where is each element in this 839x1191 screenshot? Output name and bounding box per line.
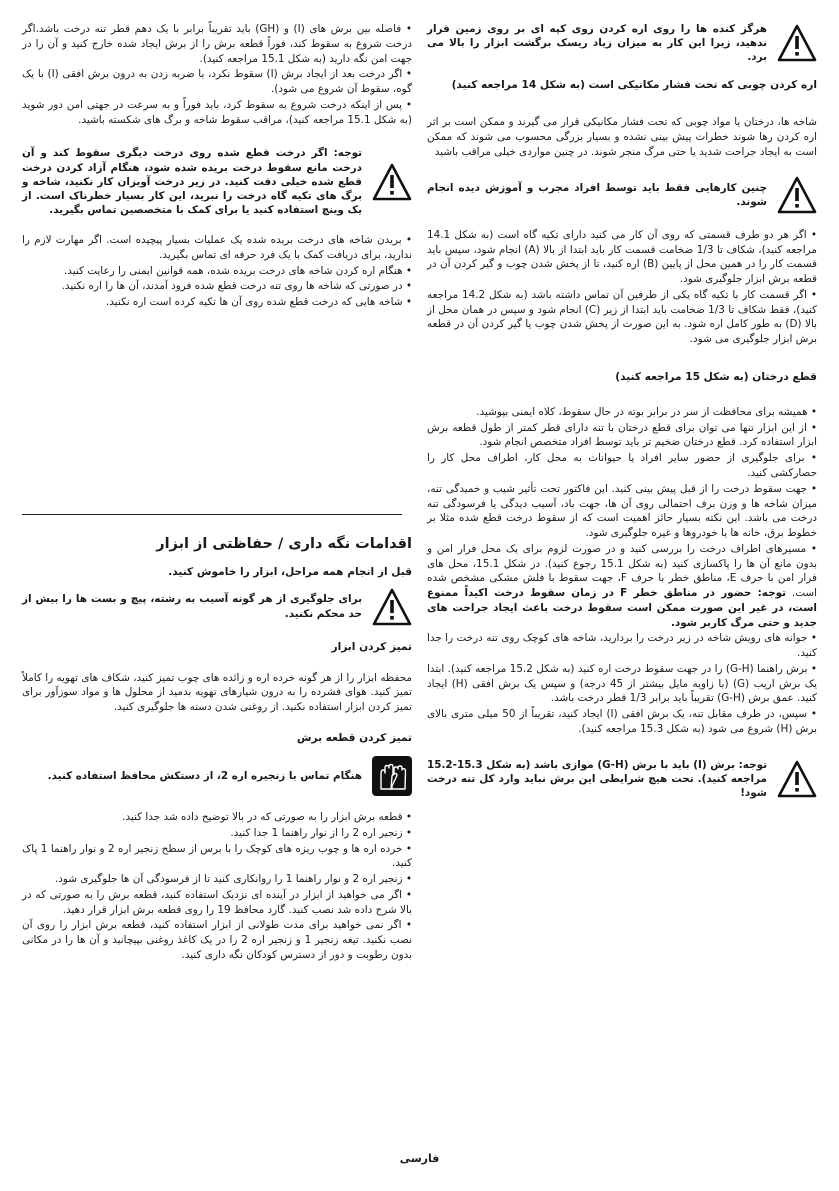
warning-triangle-icon: [777, 24, 817, 62]
notice-gloves: [22, 756, 412, 796]
warning-experienced-only: [427, 176, 817, 214]
list-item: • اگر می خواهید از ابزار در آینده ای نزدیک استفاده کنید، قطعه برش را به صورتی که در بالا شرح داده شد نصب کنید. گارد محافظ 19 را روی قطعه برش ابزار قرار دهید.: [22, 888, 412, 918]
danger-zone-note: توجه: حضور در مناطق خطر F در زمان سقوط درخت اکیداً ممنوع است، در غیر این صورت ممکن است سقوط درخت باعث ایجاد جراحت های جدید و حتی مرگ کاربر شود.: [427, 587, 817, 629]
heading-switch-off: قبل از انجام همه مراحل، ابزار را خاموش کنید.: [168, 565, 412, 578]
list-item: • برش راهنما (G-H) را در جهت سقوط درخت اره کنید (به شکل 15.2 مراجعه کنید). ابتدا یک برش اریب (G) (با زاویه مایل بیشتر از 45 درجه) و سپس یک برش افقی (H) ایجاد کنید. عمق برش (G-H) تقریباً باید برابر 1/3 قطر درخت باشد.: [427, 662, 817, 706]
warning-text: هرگز کنده ها را روی اره کردن روی کپه ای بر روی زمین قرار ندهید، زیرا این کار به میزان زیاد ریسک برگشت ابزار را بالا می برد.: [427, 23, 767, 64]
list-item: • جهت سقوط درخت را از قبل پیش بینی کنید. این فاکتور تحت تأثیر شیب و خمیدگی تنه، میزان شاخه ها و وزن برف احتمالی روی آن ها، جهت باد، آسیب دیدگی یا فرسودگی تنه درخت می باشد. این نکته بسیار حائز اهمیت است که از سقوط درخت قطع شده مثلا بر خطوط برق، خانه ها یا خودروها و غیره جلوگیری شود.: [427, 482, 817, 541]
paragraph-cleaning-tool: محفظه ابزار را از هر گونه خرده اره و زائده های چوب تمیز کنید، شکاف های تهویه را کاملاً تمیز کنید. هوای فشرده را به درون شیارهای تهویه بدمید از محلول ها و مواد سوزآور برای تمیز کردن ابزار استفاده نکنید. از روغنی شدن دسته ها جلوگیری کنید.: [22, 671, 412, 714]
section-divider: [22, 514, 402, 515]
list-item: • هنگام اره کردن شاخه های درخت بریده شده، همه قوانین ایمنی را رعایت کنید.: [22, 264, 412, 279]
list-item: • خرده اره ها و چوب ریزه های کوچک را با برس از سطح زنجیر اره 2 و نوار راهنما 1 پاک کنید.: [22, 842, 412, 872]
list-item: • پس از اینکه درخت شروع به سقوط کرد، باید فوراً و به سرعت در جهتی امن دور شوید (به شکل 15.1 مراجعه کنید)، مراقب سقوط شاخه و برگ های شکسته باشید.: [22, 98, 412, 128]
list-item: • در صورتی که شاخه ها روی تنه درخت قطع شده فرود آمدند، آن ها را اره نکنید.: [22, 279, 412, 294]
left-column: [22, 22, 412, 311]
list-item: • زنجیر اره 2 را از نوار راهنما 1 جدا کنید.: [22, 826, 412, 841]
list-item: • قطعه برش ابزار را به صورتی که در بالا توضیح داده شد جدا کنید.: [22, 810, 412, 825]
warning-text: توجه: برش (I) باید با برش (G-H) موازی باشد (به شکل 15.3-15.2 مراجعه کنید). تحت هیچ شرایطی این برش نباید وارد کل تنه درخت شود!: [427, 758, 767, 800]
heading-felling-trees: قطع درختان (به شکل 15 مراجعه کنید): [615, 370, 817, 383]
list-item: • اگر درخت بعد از ایجاد برش (I) سقوط نکرد، با ضربه زدن به درون برش افقی (I) با یک گوه، سقوط آن شروع می شود).: [22, 67, 412, 97]
list-item: • همیشه برای محافظت از سر در برابر بوته در حال سقوط، کلاه ایمنی بپوشید.: [427, 405, 817, 420]
warning-triangle-icon: [372, 588, 412, 626]
heading-cleaning-tool: تمیز کردن ابزار: [331, 640, 412, 653]
warning-kickback: [427, 22, 817, 64]
page-footer-language: فارسی: [399, 1152, 440, 1165]
list-item: • فاصله بین برش های (I) و (GH) باید تقریباً برابر با یک دهم قطر تنه درخت باشد.اگر درخت شروع به سقوط کند، فوراً قطعه برش را از برش ایجاد شده خارج کنید و آن را در جهت امن نگه دارید (به شکل 15.1 مراجعه کنید).: [22, 22, 412, 66]
warning-cut-parallel: [427, 758, 817, 800]
list-item: • شاخه هایی که درخت قطع شده روی آن ها تکیه کرده است اره نکنید.: [22, 295, 412, 310]
paragraph-wood-under-tension: شاخه ها، درختان یا مواد چوبی که تحت فشار مکانیکی قرار می گیرند و ممکن است بر اثر اره کردن رها شوند خطرات پیش بینی نشده و بسیار بزرگی محسوب می شوند که ممکن است به ایجاد جراحت شدید یا حتی مرگ منجر شوند. در چنین مواردی خیلی مراقب باشید: [427, 116, 817, 158]
warning-text: چنین کارهایی فقط باید توسط افراد مجرب و آموزش دیده انجام شوند.: [427, 181, 767, 208]
escape-route-text: مسیرهای اطراف درخت را بررسی کنید و در صورت لزوم برای یک محل فرار امن و بدون مانع آن ها را پاکسازی کنید (به شکل 15.1 رجوع کنید). در شکل 15.1، محل های فرار امن با حرف E، مناطق خطر با حرف F، جهت سقوط با فلش مشکی مشخص شده است.: [427, 542, 817, 600]
list-item: • جوانه های رویش شاخه در زیر درخت را بردارید، شاخه های کوچک روی تنه درخت را جدا کنید.: [427, 631, 817, 661]
heading-cleaning-bar: تمیز کردن قطعه برش: [296, 731, 412, 744]
warning-text: توجه: اگر درخت قطع شده روی درخت دیگری سقوط کند و آن درخت مانع سقوط درخت بریده شده شود، هنگام آزاد کردن درخت قطع شده خیلی دقت کنید. در زیر درخت آویزان کار نکنید، شاخه و برگ های تکیه گاه درخت را نبرید، این کار بسیار خطرناک است. از یک وینچ استفاده کنید یا برای کمک با متخصصین تماس بگیرید.: [22, 147, 362, 216]
heading-wood-under-tension: اره کردن چوبی که تحت فشار مکانیکی است (به شکل 14 مراجعه کنید): [451, 79, 817, 92]
list-item: • از این ابزار تنها می توان برای قطع درختان با تنه دارای قطر کمتر از طول قطعه برش ابزار استفاده کرد. قطع درختان ضخیم تر باید توسط افراد متخصص انجام شود.: [427, 421, 817, 451]
list-item: • زنجیر اره 2 و نوار راهنما 1 را روانکاری کنید تا از فرسودگی آن ها جلوگیری شود.: [22, 872, 412, 887]
list-item: • بریدن شاخه های درخت بریده شده یک عملیات بسیار پیچیده است. اگر مهارت لازم را ندارید، برای دریافت کمک با یک فرد حرفه ای تماس بگیرید.: [22, 233, 412, 263]
list-item: • اگر هر دو طرف قسمتی که روی آن کار می کنید دارای تکیه گاه است (به شکل 14.1 مراجعه کنید)، شکاف تا 1/3 ضخامت قسمت کار باید ابتدا از بالا (A) انجام شود، سپس باید قسمت کار را در همین محل از پایین (B) اره کنید، تا از پخش شدن چوب و گیر کردن آن در قطعه برش ابزار جلوگیری شود.: [427, 228, 817, 287]
list-item: [427, 542, 817, 631]
warning-triangle-icon: [777, 760, 817, 798]
list-item: • اگر نمی خواهید برای مدت طولانی از ابزار استفاده کنید، قطعه برش ابزار را روی آن نصب نکنید. تیغه زنجیر 1 و زنجیر اره 2 را در یک کاغذ روغنی بپیچانید و آن ها را در مکانی بدون رطوبت و دور از دسترس کودکان نگه داری کنید.: [22, 918, 412, 962]
left-column-maintenance: [22, 534, 412, 964]
warning-triangle-icon: [372, 163, 412, 201]
gloves-icon: [372, 756, 412, 796]
warning-triangle-icon: [777, 176, 817, 214]
list-item: • سپس، در طرف مقابل تنه، یک برش افقی (I) ایجاد کنید، تقریباً از 50 میلی متری بالای برش (H) شروع می شود (به شکل 15.3 مراجعه کنید).: [427, 707, 817, 737]
warning-hung-tree: [22, 146, 412, 217]
heading-maintenance: اقدامات نگه داری / حفاظتی از ابزار: [156, 536, 412, 552]
list-item: • برای جلوگیری از حضور سایر افراد یا حیوانات به محل کار، اطراف محل کار را حصارکشی کنید.: [427, 451, 817, 481]
list-item: • اگر قسمت کار با تکیه گاه یکی از طرفین آن تماس داشته باشد (به شکل 14.2 مراجعه کنید)، فقط شکاف تا 1/3 ضخامت باید ابتدا از زیر (C) انجام شود و سپس در همان محل از بالا (D) به طور کامل اره شود. به این صورت از پخش شدن چوب یا گیر کردن آن در قطعه برش ابزار جلوگیری می شود.: [427, 288, 817, 347]
warning-overtighten: [22, 588, 412, 626]
warning-text: برای جلوگیری از هر گونه آسیب به رشته، پیچ و بست ها را بیش از حد محکم نکنید.: [22, 593, 362, 620]
gloves-text: هنگام تماس با زنجیره اره 2، از دستکش محافظ استفاده کنید.: [47, 769, 362, 782]
right-column: [427, 22, 817, 800]
